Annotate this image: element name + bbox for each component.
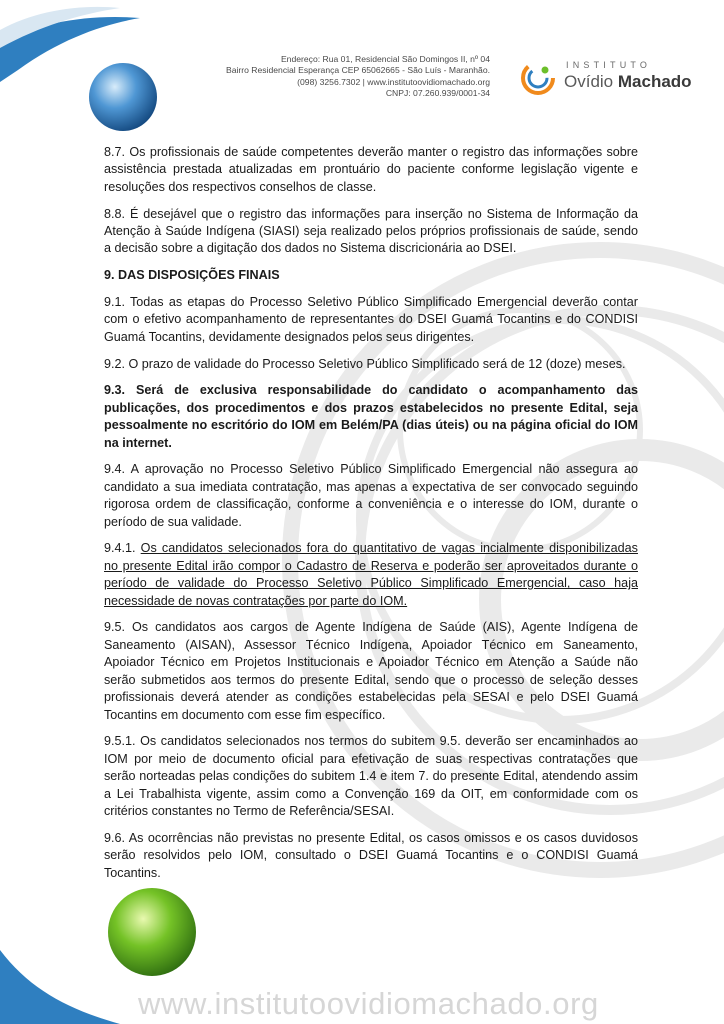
paragraph-9-4-1-number: 9.4.1. xyxy=(104,541,141,556)
document-body xyxy=(104,144,638,891)
logo-name-light: Ovídio xyxy=(564,72,614,91)
header-address xyxy=(160,54,490,100)
green-sphere-shape xyxy=(108,888,196,976)
logo-name xyxy=(564,72,692,92)
paragraph-9-4-1 xyxy=(104,540,638,610)
bottom-swoosh-shape xyxy=(0,950,120,1024)
blue-sphere-shape xyxy=(89,63,157,131)
institute-logo xyxy=(518,58,693,100)
paragraph-9-1: 9.1. Todas as etapas do Processo Seletivo Público Simplificado Emergencial deverão contar com o efetivo acompanhamento de representantes do DSEI Guamá Tocantins e do CONDISI Guamá Tocantins, devidamente designados pelos seus dirigentes. xyxy=(104,295,638,344)
logo-top-text: INSTITUTO xyxy=(566,60,652,70)
paragraph-9-4-1-text: Os candidatos selecionados fora do quantitativo de vagas incialmente disponibilizadas no presente Edital irão compor o Cadastro de Reserva e poderão ser aproveitados durante o período de validade do Processo Seletivo Público Simplificado Emergencial, caso haja necessidade de novas contratações por parte do IOM. xyxy=(104,541,638,608)
paragraph-8-8: 8.8. É desejável que o registro das informações para inserção no Sistema de Informação da Atenção à Saúde Indígena (SIASI) seja realizado pelos próprios profissionais de saúde, sendo a decisão sobre a digitação dos dados no Sistema discricionária ao DSEI. xyxy=(104,206,638,256)
address-line: (098) 3256.7302 | www.institutoovidiomachado.org xyxy=(297,76,490,87)
paragraph-8-7: 8.7. Os profissionais de saúde competentes deverão manter o registro das informações sobre assistência prestada atualizadas em prontuário do paciente conforme legislação vigente e resoluções dos respectivos conselhos de classe. xyxy=(104,145,638,194)
paragraph-9-5: 9.5. Os candidatos aos cargos de Agente Indígena de Saúde (AIS), Agente Indígena de Saneamento (AISAN), Assessor Técnico Indígena, Apoiador Técnico em Saneamento, Apoiador Técnico em Projetos Institucionais e Apoiador Técnico em Atenção a Saúde não serão submetidos aos termos do presente Edital, sendo que o processo de seleção desses profissionais deverá atender as condições estabelecidas pela SESAI e pelo DSEI Guamá Tocantins em documento com esse fim específico. xyxy=(104,620,638,722)
address-line: CNPJ: 07.260.939/0001-34 xyxy=(385,88,490,99)
address-line: Endereço: Rua 01, Residencial São Domingos II, nº 04 xyxy=(280,54,490,64)
institute-swirl-logo-icon xyxy=(518,58,558,98)
logo-name-bold: Machado xyxy=(617,72,692,91)
light-swoosh-shape xyxy=(0,7,120,48)
paragraph-9-3: 9.3. Será de exclusiva responsabilidade do candidato o acompanhamento das publicações, dos procedimentos e dos prazos estabelecidos no presente Edital, seja pessoalmente no escritório do IOM em Belém/PA (dias úteis) ou na página oficial do IOM na internet. xyxy=(104,383,638,450)
paragraph-9-2: 9.2. O prazo de validade do Processo Seletivo Público Simplificado será de 12 (doze) meses. xyxy=(104,356,626,371)
paragraph-9-4: 9.4. A aprovação no Processo Seletivo Público Simplificado Emergencial não assegura ao candidato a sua imediata contratação, mas apenas a expectativa de ser convocado seguindo rigorosa ordem de classificação, conforme a conveniência e o interesse do IOM, durante o período de sua validade. xyxy=(104,462,638,529)
section-heading-9: 9. DAS DISPOSIÇÕES FINAIS xyxy=(104,268,280,283)
footer-url: www.institutoovidiomachado.org xyxy=(138,986,599,1021)
paragraph-9-5-1: 9.5.1. Os candidatos selecionados nos termos do subitem 9.5. deverão ser encaminhados ao IOM por meio de documento oficial para efetivação de suas respectivas contratações que serão norteadas pelas condições do subitem 1.4 e item 7. do presente Edital, atendendo assim a Lei Trabalhista vigente, assim como a Convenção 169 da OIT, em conformidade com os critérios constantes no Termo de Referência/SESAI. xyxy=(104,734,638,818)
paragraph-9-6: 9.6. As ocorrências não previstas no presente Edital, os casos omissos e os casos duvidosos serão resolvidos pelo IOM, consultado o DSEI Guamá Tocantins e o CONDISI Guamá Tocantins. xyxy=(104,830,638,880)
address-line: Bairro Residencial Esperança CEP 65062665 - São Luís - Maranhão. xyxy=(225,65,490,76)
blue-swoosh-shape xyxy=(0,17,140,82)
